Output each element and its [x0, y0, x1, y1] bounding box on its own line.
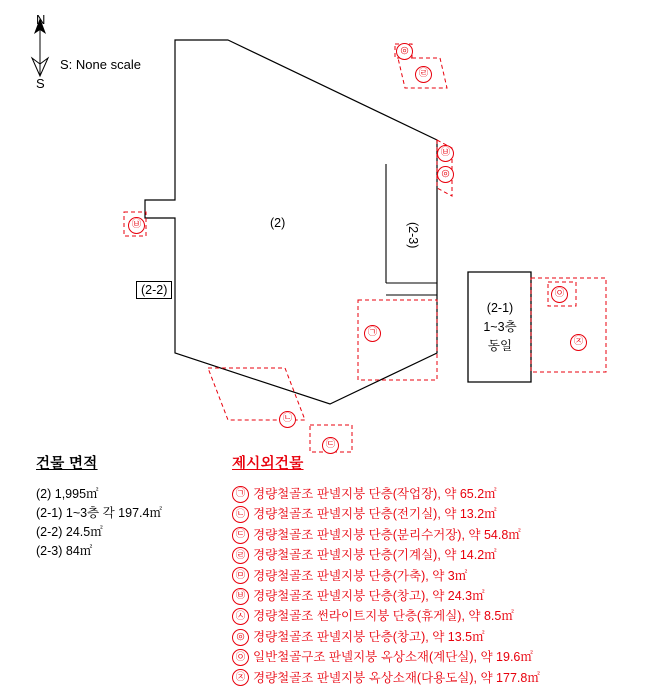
- mark-circle-right-annex-b-icon: ㉨: [570, 334, 587, 351]
- legend-outside-text: 경량철골조 판넬지붕 단층(창고), 약 13.5㎡: [253, 629, 485, 644]
- mark-circle-top-small-icon: ◎: [396, 43, 413, 60]
- legend-outside-text: 경량철골조 판넬지붕 단층(창고), 약 24.3㎡: [253, 589, 485, 604]
- legend-outside-row: [232, 504, 657, 524]
- legend-area-row: (2-1) 1~3층 각 197.4㎡: [36, 506, 162, 520]
- legend-outside-row: [232, 668, 657, 688]
- mark-circle-center-right-icon: ㉠: [364, 325, 381, 342]
- legend-outside-text: 경량철골조 썬라이트지붕 단층(휴게실), 약 8.5㎡: [253, 609, 514, 624]
- mark-circle-right-upper-b-icon: ◎: [437, 166, 454, 183]
- building-2-1-floors: 1~3층: [483, 320, 517, 334]
- annex-2-3-label: (2-3): [406, 222, 420, 249]
- legend-area: [0, 452, 663, 700]
- legend-outside-buildings: [232, 452, 657, 688]
- mark-circle-bottom-left-icon: ㉡: [279, 411, 296, 428]
- main-building-outline: [145, 40, 437, 404]
- mark-circle-top-box-icon: ㉣: [415, 66, 432, 83]
- legend-outside-list: [232, 484, 657, 688]
- legend-outside-row: [232, 586, 657, 606]
- legend-mark-icon: ㉢: [232, 527, 249, 544]
- legend-mark-icon: ◎: [232, 629, 249, 646]
- legend-outside-text: 경량철골조 판넬지붕 단층(기계실), 약 14.2㎡: [253, 548, 497, 563]
- legend-mark-icon: ㉨: [232, 669, 249, 686]
- legend-building-area-title: 건물 면적: [36, 456, 98, 472]
- legend-building-area: [36, 452, 236, 561]
- legend-building-area-list: [36, 485, 236, 561]
- legend-outside-title: 제시외건물: [232, 456, 304, 472]
- legend-area-row: (2-3) 84㎡: [36, 544, 93, 558]
- legend-outside-row: [232, 647, 657, 667]
- legend-mark-icon: ㉧: [232, 649, 249, 666]
- legend-mark-icon: ㉦: [232, 608, 249, 625]
- legend-outside-text: 경량철골조 판넬지붕 단층(가축), 약 3㎡: [253, 568, 468, 583]
- legend-outside-row: [232, 566, 657, 586]
- mark-circle-right-annex-a-icon: ㉧: [551, 286, 568, 303]
- building-2-1-block: [470, 299, 530, 356]
- legend-area-row: (2-2) 24.5㎡: [36, 525, 103, 539]
- annex-2-2-label: (2-2): [136, 281, 172, 299]
- red-annex-right-big: [531, 278, 606, 372]
- compass-north-label: N: [36, 12, 46, 27]
- legend-mark-icon: ㉡: [232, 506, 249, 523]
- building-2-1-note: 동일: [487, 339, 513, 353]
- legend-mark-icon: ㉥: [232, 588, 249, 605]
- legend-outside-text: 경량철골조 판넬지붕 옥상소재(다용도실), 약 177.8㎡: [253, 670, 540, 685]
- mark-circle-left-icon: ㉥: [128, 217, 145, 234]
- legend-outside-row: [232, 525, 657, 545]
- mark-circle-bottom-right-icon: ㉢: [322, 437, 339, 454]
- compass-south-label: S: [36, 76, 45, 91]
- main-building-label: (2): [270, 216, 286, 230]
- legend-mark-icon: ㉤: [232, 567, 249, 584]
- legend-outside-row: [232, 545, 657, 565]
- legend-outside-text: 경량철골조 판넬지붕 단층(분리수거장), 약 54.8㎡: [253, 527, 521, 542]
- scale-note: S: None scale: [60, 57, 141, 72]
- legend-outside-text: 경량철골조 판넬지붕 단층(작업장), 약 65.2㎡: [253, 487, 497, 501]
- building-2-1-label: (2-1): [486, 301, 514, 315]
- legend-outside-text: 경량철골조 판넬지붕 단층(전기실), 약 13.2㎡: [253, 507, 497, 522]
- legend-outside-text: 일반철골구조 판넬지붕 옥상소재(계단실), 약 19.6㎡: [253, 650, 533, 665]
- legend-area-row: (2) 1,995㎡: [36, 487, 99, 501]
- legend-outside-row: [232, 484, 657, 504]
- legend-outside-row: [232, 606, 657, 626]
- mark-circle-right-upper-a-icon: ㉥: [437, 145, 454, 162]
- legend-outside-row: [232, 627, 657, 647]
- legend-mark-icon: ㉠: [232, 486, 249, 503]
- legend-mark-icon: ㉣: [232, 547, 249, 564]
